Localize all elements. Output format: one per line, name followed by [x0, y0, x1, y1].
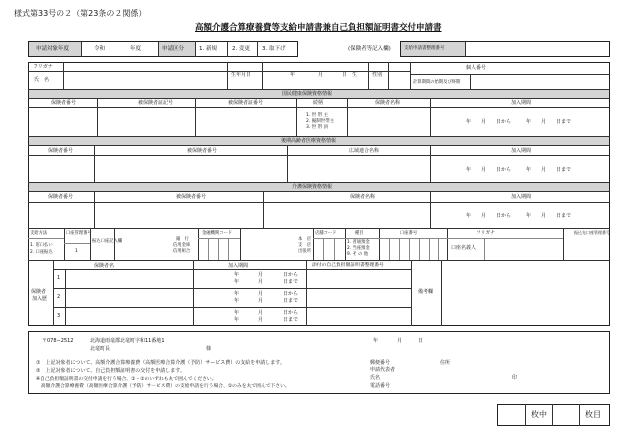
transfer-section-label: 振込口座記入欄 [92, 239, 123, 244]
fin-code-label: 金融機関コード [202, 231, 233, 236]
care-heading: 介護保険資格情報 [292, 184, 333, 190]
mayor-title: 北竜町長 [90, 346, 111, 352]
history-row-2-to-year: 年 [234, 298, 240, 304]
payment-method-label: 支給方法 [30, 231, 48, 236]
gender-label: 性別 [372, 72, 383, 78]
history-row-3-from-month: 月 [258, 310, 264, 316]
elderly-period-text: 年 月 日から 年 月 日まで [466, 167, 572, 173]
applicant-postal-label: 郵便番号 [370, 360, 391, 366]
branch-code-label: 店舗コード [315, 231, 337, 236]
nhi-col-relation: 続柄 [313, 100, 324, 106]
birth-day: 日 生 [342, 72, 358, 78]
birth-year: 年 [290, 72, 296, 78]
other-cert-label: 添付の自己負担額証明書整理番号 [312, 263, 384, 268]
account-code-label: 口座管理番号 [66, 231, 92, 236]
name-label: 氏 名 [34, 77, 50, 83]
account-type-ordinary[interactable]: 1. 普通預金 [347, 240, 370, 245]
history-row-2-num: 2 [57, 294, 61, 300]
account-type-label: 種目 [355, 231, 364, 236]
history-row-1-insurer-input[interactable] [67, 271, 191, 287]
history-row-2-to-day: 日まで [283, 298, 299, 304]
name-input[interactable] [65, 72, 225, 88]
year-input[interactable] [108, 43, 124, 55]
dest-code-label: 振込先口座管理番号 [574, 230, 610, 235]
nhi-card-symbol-input[interactable] [99, 109, 193, 135]
office-address: 北海道雨竜郡北竜町字和11番地1 [90, 338, 165, 344]
care-col-insurer-no: 保険者番号 [48, 194, 74, 200]
history-row-3-insurer-input[interactable] [67, 309, 191, 325]
date-day: 日 [418, 338, 424, 344]
applicant-name-input[interactable] [400, 373, 505, 381]
nhi-card-number-input[interactable] [197, 109, 294, 135]
category-option-change[interactable]: 2. 変更 [232, 46, 250, 52]
calc-period-input[interactable] [472, 76, 608, 88]
history-row-3-from-year: 年 [234, 310, 240, 316]
history-row-1-from-month: 月 [258, 272, 264, 278]
seal-mark: 印 [512, 375, 518, 381]
sheet-total-input[interactable] [555, 407, 577, 423]
date-year: 年 [373, 338, 379, 344]
category-label: 申請区分 [162, 46, 185, 52]
sheet-total-label: 枚目 [585, 410, 601, 419]
other-insurer-name-label: 保険者名 [94, 263, 115, 269]
history-row-1-cert-input[interactable] [308, 271, 409, 287]
history-row-3-from-day: 日から [283, 310, 299, 316]
applicant-name-label: 氏名 [370, 375, 381, 381]
furigana-input[interactable] [65, 63, 225, 70]
account-holder-label: 口座名義人 [451, 245, 477, 251]
elderly-insurer-no-input[interactable] [30, 157, 92, 181]
era-label: 令和 [94, 46, 106, 52]
card-number-label: 支給申請書整理番号 [404, 46, 445, 51]
history-row-3-num: 3 [57, 313, 61, 319]
request-line-1[interactable]: ① 上記対象者について、高額介護合算療養費（高額医療合算介護（予防）サービス費）の支給を申請します。 [36, 360, 285, 366]
history-row-3-to-day: 日まで [283, 317, 299, 323]
branch-type-branch[interactable]: 支 店 [298, 243, 311, 248]
year-label: 申請対象年度 [36, 46, 70, 52]
nhi-insurer-no-input[interactable] [30, 109, 95, 135]
nhi-col-insurer-no: 保険者番号 [51, 100, 77, 106]
bank-name-input[interactable] [116, 230, 172, 258]
elderly-col-union-name: 広域連合名称 [349, 148, 380, 154]
elderly-person-no-input[interactable] [96, 157, 285, 181]
year-suffix: 年度 [130, 46, 142, 52]
history-row-1-from-year: 年 [234, 272, 240, 278]
history-row-1-to-month: 月 [258, 279, 264, 285]
care-col-period: 加入期間 [511, 194, 532, 200]
furigana-label: フリガナ [33, 64, 53, 70]
remarks-label: 備考欄 [418, 289, 434, 295]
history-row-2-from-day: 日から [283, 291, 299, 297]
applicant-phone-label: 電話番号 [370, 383, 391, 389]
applicant-phone-input[interactable] [400, 382, 510, 390]
history-row-1-to-year: 年 [234, 279, 240, 285]
branch-type-main[interactable]: 本 店 [298, 237, 311, 242]
other-period-label: 加入期間 [228, 263, 249, 269]
birth-month: 月 [318, 72, 324, 78]
nhi-heading: 国民健康保険資格情報 [282, 91, 333, 97]
care-insurer-no-input[interactable] [30, 204, 92, 227]
history-row-2-cert-input[interactable] [308, 290, 409, 306]
care-period-text: 年 月 日から 年 月 日まで [466, 213, 572, 219]
card-number-input[interactable] [468, 43, 606, 55]
account-holder-input[interactable] [486, 240, 561, 258]
date-month: 月 [397, 338, 403, 344]
form-number: 様式第33号の２（第23条の２関係） [14, 9, 147, 18]
applicant-rep-label: 申請代表者 [370, 367, 396, 373]
postal-code: 〒078−2512 [42, 338, 74, 344]
branch-name-input[interactable] [242, 230, 294, 258]
birthdate-label: 生年月日 [231, 72, 252, 78]
applicant-address-input[interactable] [460, 358, 600, 366]
circle-note-2: 高額介護合算療養費（高額医療合算介護（予防）サービス費）の支給申請を行う場合、①のみを丸で囲んで下さい。 [36, 384, 290, 389]
circle-note-1: ※自己負担額証明書の交付申請を行う場合、①・②のいずれも丸で囲んでください。 [36, 377, 217, 382]
elderly-col-period: 加入期間 [511, 148, 532, 154]
nhi-col-insurer-name: 保険者名称 [375, 100, 401, 106]
remarks-input[interactable] [443, 262, 608, 324]
care-insurer-name-input[interactable] [265, 204, 428, 227]
other-side-label-1: 保険者 [31, 289, 47, 295]
sheet-current-input[interactable] [500, 407, 524, 423]
calc-period-label: 計算期間の始期及び終期 [413, 80, 461, 85]
elderly-heading: 後期高齢者医療資格情報 [281, 138, 337, 144]
bank-type-shinkin[interactable]: 信用金庫 [173, 243, 191, 248]
form-title: 高額介護合算療養費等支給申請書兼自己負担額証明書交付申請書 [195, 23, 442, 33]
holder-furigana-label: フリガナ [476, 231, 495, 236]
personal-number-label: 個人番号 [466, 65, 487, 71]
care-col-person-no: 被保険者番号 [176, 194, 207, 200]
nhi-col-period: 加入期間 [511, 100, 532, 106]
request-line-2[interactable]: ② 上記対象者について、自己負担額証明書の交付を申請します。 [36, 368, 185, 374]
insurer-note: (保険者等記入欄) [348, 46, 391, 52]
category-option-withdraw[interactable]: 3. 取下げ [262, 46, 286, 52]
history-row-3-to-year: 年 [234, 317, 240, 323]
history-row-2-from-year: 年 [234, 291, 240, 297]
applicant-address-label: 住所 [440, 360, 451, 366]
history-row-1-from-day: 日から [283, 272, 299, 278]
nhi-insurer-name-input[interactable] [349, 109, 428, 135]
history-row-3-cert-input[interactable] [308, 309, 409, 325]
history-row-2-to-month: 月 [258, 298, 264, 304]
nhi-period-text: 年 月 日から 年 月 日まで [466, 119, 572, 125]
account-type-other[interactable]: 9. そ の 他 [347, 252, 369, 257]
elderly-union-name-input[interactable] [289, 157, 428, 181]
honorific: 様 [206, 346, 212, 352]
nhi-col-card-symbol: 被保険者証記号 [138, 100, 174, 106]
nhi-relation-3[interactable]: 3. 世 帯 員 [306, 125, 329, 130]
history-row-2-from-month: 月 [258, 291, 264, 297]
sheet-current-label: 枚中 [531, 410, 547, 419]
category-option-new[interactable]: 1. 新規 [199, 46, 217, 52]
nhi-relation-1[interactable]: 1. 世 帯 主 [306, 113, 329, 118]
bank-type-kumiai[interactable]: 信用組合 [173, 249, 191, 254]
nhi-relation-2[interactable]: 2. 擬制世帯主 [306, 119, 335, 124]
care-person-no-input[interactable] [96, 204, 261, 227]
payment-method-cash[interactable]: 1. 窓口払い [30, 243, 53, 248]
elderly-col-insurer-no: 保険者番号 [48, 148, 74, 154]
history-row-2-insurer-input[interactable] [67, 290, 191, 306]
history-row-3-to-month: 月 [258, 317, 264, 323]
other-side-label-2: 加入歴 [32, 296, 48, 302]
elderly-col-person-no: 被保険者番号 [187, 148, 218, 154]
branch-type-office[interactable]: 出張所 [298, 249, 311, 254]
gender-input[interactable] [390, 63, 408, 88]
payment-method-transfer[interactable]: 2. 口座振込 [30, 250, 53, 255]
bank-type-bank[interactable]: 銀 行 [176, 237, 189, 242]
nhi-col-card-number: 被保険者証番号 [228, 100, 264, 106]
care-col-insurer-name: 保険者名称 [350, 194, 376, 200]
history-row-1-num: 1 [57, 275, 61, 281]
account-code-value: 1 [75, 249, 78, 254]
account-number-label: 口座番号 [400, 231, 418, 236]
history-row-1-to-day: 日まで [283, 279, 299, 285]
account-type-current[interactable]: 2. 当座預金 [347, 246, 370, 251]
